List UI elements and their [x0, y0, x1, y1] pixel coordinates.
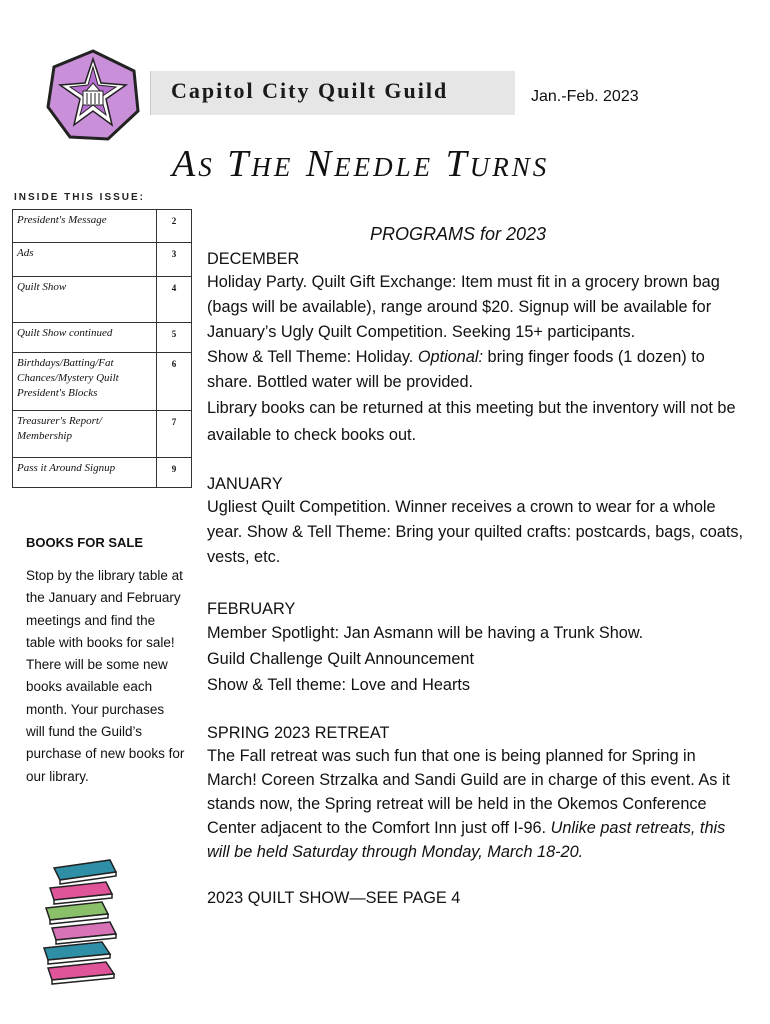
toc-page: 6	[157, 353, 192, 411]
programs-title: PROGRAMS for 2023	[370, 224, 547, 244]
newsletter-title: As The Needle Turns	[172, 143, 550, 185]
retreat-dates: Unlike past retreats, this will be held Saturday through Monday, March 18-20.	[207, 819, 726, 861]
february-line1: Member Spotlight: Jan Asmann will be having a Trunk Show.	[207, 624, 644, 642]
toc-page: 5	[157, 323, 192, 353]
toc-title: Birthdays/Batting/Fat Chances/Mystery Quilt President's Blocks	[13, 353, 157, 411]
retreat-section	[207, 722, 747, 864]
december-optional: Optional:	[417, 348, 484, 366]
guild-name-banner	[150, 71, 515, 115]
january-section	[207, 473, 747, 570]
books-for-sale-heading: BOOKS FOR SALE	[26, 535, 144, 550]
toc-title: Quilt Show continued	[13, 323, 157, 353]
toc-title: Treasurer's Report/ Membership	[13, 411, 157, 458]
toc-title: Quilt Show	[13, 277, 157, 323]
december-section	[207, 248, 747, 449]
december-line3: Library books can be returned at this meeting but the inventory will not be available to check books out.	[207, 399, 736, 444]
toc-page: 3	[157, 243, 192, 277]
toc-title: President's Message	[13, 210, 157, 243]
january-body: Ugliest Quilt Competition. Winner receives a crown to wear for a whole year. Show & Tell Theme: Bring your quilted crafts: postcards, bags, coats, vests, etc.	[207, 498, 744, 566]
toc-row	[13, 353, 192, 411]
quilt-show-note: 2023 QUILT SHOW—SEE PAGE 4	[207, 889, 461, 907]
december-line2	[207, 345, 747, 395]
programs-section	[207, 248, 747, 911]
guild-logo	[46, 49, 140, 141]
inside-issue-label: INSIDE THIS ISSUE:	[14, 192, 146, 203]
toc-row	[13, 411, 192, 458]
issue-date: Jan.-Feb. 2023	[531, 88, 639, 105]
table-of-contents	[12, 209, 192, 488]
toc-row	[13, 458, 192, 488]
retreat-body	[207, 744, 747, 864]
toc-page: 4	[157, 277, 192, 323]
toc-page: 2	[157, 210, 192, 243]
books-for-sale-text: Stop by the library table at the January and February meetings and find the table with books for sale! There will be some new books available each month. Your purchases will fund the Guild’s purchase of new books for our library.	[26, 568, 185, 784]
february-heading: FEBRUARY	[207, 600, 296, 618]
december-line2-rest: bring finger foods (1 dozen) to share. Bottled water will be provided.	[207, 348, 705, 391]
february-section	[207, 598, 747, 698]
toc-title: Pass it Around Signup	[13, 458, 157, 488]
toc-row	[13, 277, 192, 323]
december-line2-prefix: Show & Tell Theme: Holiday.	[207, 348, 418, 366]
toc-page: 7	[157, 411, 192, 458]
toc-row	[13, 210, 192, 243]
february-line2: Guild Challenge Quilt Announcement	[207, 650, 475, 668]
book-stack-icon	[40, 858, 124, 988]
retreat-text: The Fall retreat was such fun that one is being planned for Spring in March! Coreen Strzalka and Sandi Guild are in charge of this event. As it stands now, the Spring retreat will be held in the Okemos Conference Center adjacent to the Comfort Inn just off I-96.	[207, 747, 731, 837]
retreat-heading: SPRING 2023 RETREAT	[207, 724, 390, 742]
guild-name: Capitol City Quilt Guild	[171, 78, 449, 103]
toc-row	[13, 243, 192, 277]
february-line3: Show & Tell theme: Love and Hearts	[207, 676, 471, 694]
january-heading: JANUARY	[207, 475, 283, 493]
toc-page: 9	[157, 458, 192, 488]
toc-row	[13, 323, 192, 353]
toc-title: Ads	[13, 243, 157, 277]
december-line1: Holiday Party. Quilt Gift Exchange: Item must fit in a grocery brown bag (bags will be available), range around $20. Signup will be available for January’s Ugly Quilt Competition. Seeking 15+ participants.	[207, 273, 720, 341]
december-heading: DECEMBER	[207, 250, 300, 268]
